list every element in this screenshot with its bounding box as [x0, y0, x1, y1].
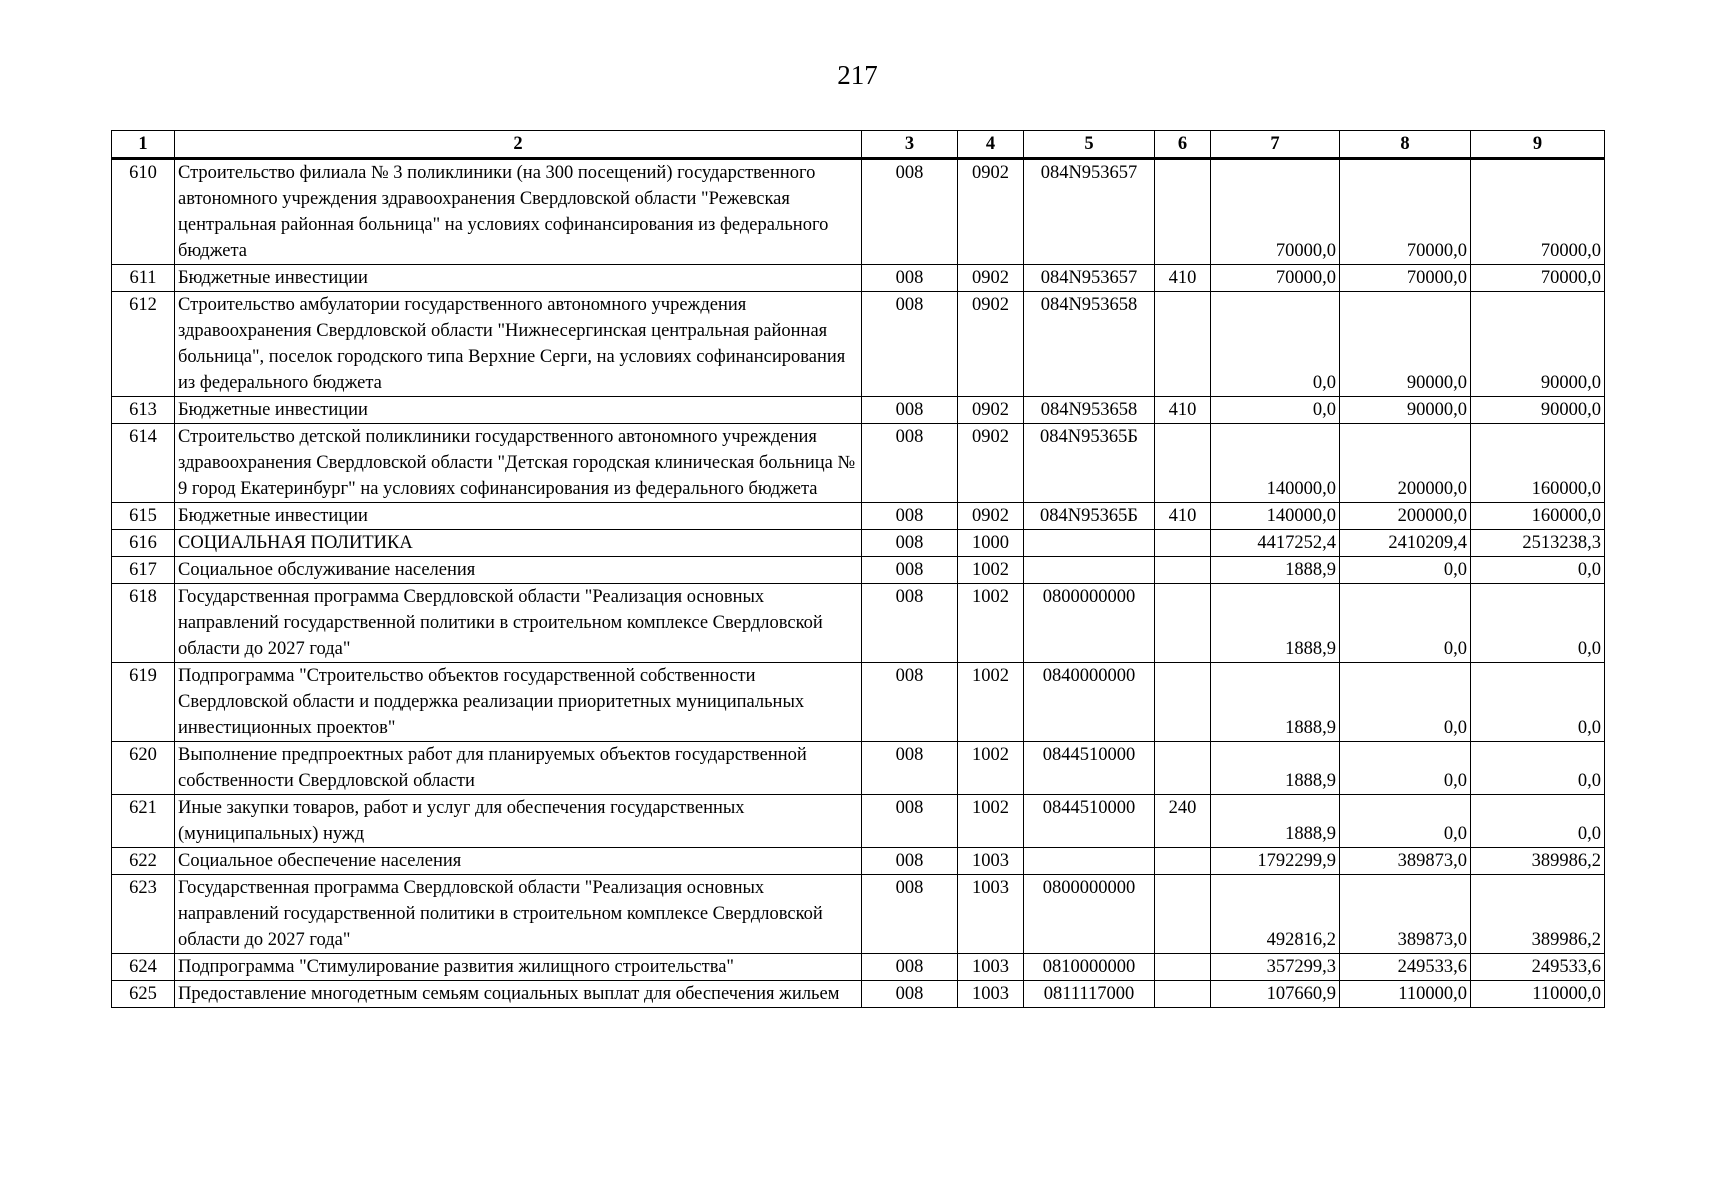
item-name-cell: Бюджетные инвестиции	[175, 503, 862, 530]
table-row	[112, 530, 1605, 557]
amount-year2-cell: 0,0	[1340, 584, 1471, 663]
target-article-code-cell: 0844510000	[1024, 742, 1155, 795]
table-row	[112, 981, 1605, 1008]
target-article-code-cell: 0840000000	[1024, 663, 1155, 742]
amount-year2-cell: 0,0	[1340, 557, 1471, 584]
item-name-cell: Социальное обеспечение населения	[175, 848, 862, 875]
amount-year2-cell: 200000,0	[1340, 424, 1471, 503]
item-name-cell: Строительство амбулатории государственного автономного учреждения здравоохранения Свердловской области "Нижнесергинская центральная районная больница", поселок городского типа Верхние Серги, на условиях софинансирования из федерального бюджета	[175, 292, 862, 397]
row-number-cell: 620	[112, 742, 175, 795]
header-cell-8: 8	[1340, 131, 1471, 159]
amount-year3-cell: 70000,0	[1471, 159, 1605, 265]
expense-type-code-cell: 240	[1155, 795, 1211, 848]
row-number-cell: 621	[112, 795, 175, 848]
department-code-cell: 008	[862, 875, 958, 954]
header-row	[112, 131, 1605, 159]
table-row	[112, 424, 1605, 503]
amount-year3-cell: 0,0	[1471, 742, 1605, 795]
amount-year2-cell: 90000,0	[1340, 397, 1471, 424]
section-code-cell: 0902	[958, 292, 1024, 397]
section-code-cell: 1003	[958, 954, 1024, 981]
row-number-cell: 617	[112, 557, 175, 584]
section-code-cell: 1002	[958, 557, 1024, 584]
item-name-cell: Подпрограмма "Стимулирование развития жилищного строительства"	[175, 954, 862, 981]
table-row	[112, 875, 1605, 954]
item-name-cell: Строительство филиала № 3 поликлиники (на 300 посещений) государственного автономного учреждения здравоохранения Свердловской области "Режевская центральная районная больница" на условиях софинансирования из федерального бюджета	[175, 159, 862, 265]
section-code-cell: 1002	[958, 663, 1024, 742]
department-code-cell: 008	[862, 848, 958, 875]
expense-type-code-cell: 410	[1155, 503, 1211, 530]
item-name-cell: СОЦИАЛЬНАЯ ПОЛИТИКА	[175, 530, 862, 557]
header-cell-1: 1	[112, 131, 175, 159]
table-row	[112, 292, 1605, 397]
amount-year2-cell: 0,0	[1340, 663, 1471, 742]
header-cell-7: 7	[1211, 131, 1340, 159]
item-name-cell: Подпрограмма "Строительство объектов государственной собственности Свердловской области и поддержка реализации приоритетных муниципальных инвестиционных проектов"	[175, 663, 862, 742]
amount-year1-cell: 1888,9	[1211, 557, 1340, 584]
table-header	[112, 131, 1605, 159]
amount-year3-cell: 0,0	[1471, 795, 1605, 848]
target-article-code-cell: 0844510000	[1024, 795, 1155, 848]
department-code-cell: 008	[862, 981, 958, 1008]
target-article-code-cell	[1024, 530, 1155, 557]
amount-year3-cell: 70000,0	[1471, 265, 1605, 292]
amount-year1-cell: 140000,0	[1211, 424, 1340, 503]
section-code-cell: 1002	[958, 742, 1024, 795]
section-code-cell: 0902	[958, 424, 1024, 503]
target-article-code-cell: 084N953657	[1024, 265, 1155, 292]
header-cell-3: 3	[862, 131, 958, 159]
amount-year3-cell: 0,0	[1471, 584, 1605, 663]
section-code-cell: 1003	[958, 981, 1024, 1008]
target-article-code-cell	[1024, 848, 1155, 875]
amount-year2-cell: 70000,0	[1340, 265, 1471, 292]
amount-year3-cell: 0,0	[1471, 663, 1605, 742]
target-article-code-cell: 084N953658	[1024, 292, 1155, 397]
table-row	[112, 503, 1605, 530]
amount-year2-cell: 0,0	[1340, 795, 1471, 848]
table-row	[112, 397, 1605, 424]
section-code-cell: 1002	[958, 584, 1024, 663]
amount-year2-cell: 90000,0	[1340, 292, 1471, 397]
department-code-cell: 008	[862, 584, 958, 663]
table-row	[112, 159, 1605, 265]
amount-year3-cell: 249533,6	[1471, 954, 1605, 981]
department-code-cell: 008	[862, 954, 958, 981]
expense-type-code-cell	[1155, 584, 1211, 663]
budget-table	[111, 130, 1605, 1008]
expense-type-code-cell	[1155, 292, 1211, 397]
table-row	[112, 663, 1605, 742]
department-code-cell: 008	[862, 795, 958, 848]
amount-year1-cell: 1888,9	[1211, 584, 1340, 663]
table-row	[112, 584, 1605, 663]
amount-year3-cell: 110000,0	[1471, 981, 1605, 1008]
header-cell-2: 2	[175, 131, 862, 159]
item-name-cell: Выполнение предпроектных работ для планируемых объектов государственной собственности Свердловской области	[175, 742, 862, 795]
amount-year1-cell: 70000,0	[1211, 265, 1340, 292]
row-number-cell: 625	[112, 981, 175, 1008]
row-number-cell: 612	[112, 292, 175, 397]
item-name-cell: Строительство детской поликлиники государственного автономного учреждения здравоохранения Свердловской области "Детская городская клиническая больница № 9 город Екатеринбург" на условиях софинансирования из федерального бюджета	[175, 424, 862, 503]
target-article-code-cell: 084N95365Б	[1024, 503, 1155, 530]
row-number-cell: 613	[112, 397, 175, 424]
expense-type-code-cell	[1155, 424, 1211, 503]
expense-type-code-cell	[1155, 159, 1211, 265]
section-code-cell: 0902	[958, 159, 1024, 265]
header-cell-5: 5	[1024, 131, 1155, 159]
table-body	[112, 159, 1605, 1008]
amount-year1-cell: 1888,9	[1211, 742, 1340, 795]
expense-type-code-cell	[1155, 530, 1211, 557]
expense-type-code-cell	[1155, 663, 1211, 742]
target-article-code-cell: 0800000000	[1024, 875, 1155, 954]
amount-year1-cell: 1792299,9	[1211, 848, 1340, 875]
amount-year3-cell: 389986,2	[1471, 875, 1605, 954]
header-cell-9: 9	[1471, 131, 1605, 159]
item-name-cell: Государственная программа Свердловской области "Реализация основных направлений государственной политики в строительном комплексе Свердловской области до 2027 года"	[175, 875, 862, 954]
amount-year2-cell: 110000,0	[1340, 981, 1471, 1008]
department-code-cell: 008	[862, 742, 958, 795]
amount-year2-cell: 249533,6	[1340, 954, 1471, 981]
item-name-cell: Предоставление многодетным семьям социальных выплат для обеспечения жильем	[175, 981, 862, 1008]
department-code-cell: 008	[862, 424, 958, 503]
department-code-cell: 008	[862, 503, 958, 530]
amount-year3-cell: 90000,0	[1471, 397, 1605, 424]
target-article-code-cell	[1024, 557, 1155, 584]
expense-type-code-cell: 410	[1155, 265, 1211, 292]
amount-year1-cell: 1888,9	[1211, 663, 1340, 742]
table-row	[112, 265, 1605, 292]
amount-year2-cell: 200000,0	[1340, 503, 1471, 530]
amount-year3-cell: 389986,2	[1471, 848, 1605, 875]
amount-year1-cell: 492816,2	[1211, 875, 1340, 954]
expense-type-code-cell	[1155, 557, 1211, 584]
amount-year2-cell: 2410209,4	[1340, 530, 1471, 557]
expense-type-code-cell	[1155, 954, 1211, 981]
row-number-cell: 618	[112, 584, 175, 663]
department-code-cell: 008	[862, 397, 958, 424]
target-article-code-cell: 084N95365Б	[1024, 424, 1155, 503]
expense-type-code-cell	[1155, 742, 1211, 795]
header-cell-6: 6	[1155, 131, 1211, 159]
department-code-cell: 008	[862, 292, 958, 397]
row-number-cell: 610	[112, 159, 175, 265]
section-code-cell: 1003	[958, 848, 1024, 875]
page-number: 217	[837, 60, 878, 90]
section-code-cell: 0902	[958, 397, 1024, 424]
amount-year1-cell: 0,0	[1211, 292, 1340, 397]
department-code-cell: 008	[862, 159, 958, 265]
row-number-cell: 623	[112, 875, 175, 954]
expense-type-code-cell	[1155, 981, 1211, 1008]
amount-year2-cell: 70000,0	[1340, 159, 1471, 265]
item-name-cell: Бюджетные инвестиции	[175, 265, 862, 292]
expense-type-code-cell: 410	[1155, 397, 1211, 424]
amount-year1-cell: 107660,9	[1211, 981, 1340, 1008]
amount-year2-cell: 389873,0	[1340, 848, 1471, 875]
amount-year1-cell: 70000,0	[1211, 159, 1340, 265]
amount-year3-cell: 2513238,3	[1471, 530, 1605, 557]
row-number-cell: 611	[112, 265, 175, 292]
section-code-cell: 0902	[958, 503, 1024, 530]
row-number-cell: 622	[112, 848, 175, 875]
expense-type-code-cell	[1155, 848, 1211, 875]
item-name-cell: Бюджетные инвестиции	[175, 397, 862, 424]
row-number-cell: 616	[112, 530, 175, 557]
row-number-cell: 614	[112, 424, 175, 503]
item-name-cell: Социальное обслуживание населения	[175, 557, 862, 584]
expense-type-code-cell	[1155, 875, 1211, 954]
item-name-cell: Иные закупки товаров, работ и услуг для обеспечения государственных (муниципальных) нужд	[175, 795, 862, 848]
section-code-cell: 1002	[958, 795, 1024, 848]
amount-year1-cell: 1888,9	[1211, 795, 1340, 848]
header-cell-4: 4	[958, 131, 1024, 159]
section-code-cell: 0902	[958, 265, 1024, 292]
amount-year3-cell: 160000,0	[1471, 424, 1605, 503]
amount-year3-cell: 90000,0	[1471, 292, 1605, 397]
target-article-code-cell: 084N953657	[1024, 159, 1155, 265]
amount-year1-cell: 140000,0	[1211, 503, 1340, 530]
amount-year1-cell: 357299,3	[1211, 954, 1340, 981]
section-code-cell: 1000	[958, 530, 1024, 557]
amount-year1-cell: 0,0	[1211, 397, 1340, 424]
amount-year3-cell: 0,0	[1471, 557, 1605, 584]
amount-year1-cell: 4417252,4	[1211, 530, 1340, 557]
target-article-code-cell: 0810000000	[1024, 954, 1155, 981]
amount-year3-cell: 160000,0	[1471, 503, 1605, 530]
table-row	[112, 742, 1605, 795]
row-number-cell: 624	[112, 954, 175, 981]
item-name-cell: Государственная программа Свердловской области "Реализация основных направлений государственной политики в строительном комплексе Свердловской области до 2027 года"	[175, 584, 862, 663]
amount-year2-cell: 0,0	[1340, 742, 1471, 795]
department-code-cell: 008	[862, 663, 958, 742]
amount-year2-cell: 389873,0	[1340, 875, 1471, 954]
row-number-cell: 619	[112, 663, 175, 742]
table-row	[112, 795, 1605, 848]
department-code-cell: 008	[862, 530, 958, 557]
row-number-cell: 615	[112, 503, 175, 530]
section-code-cell: 1003	[958, 875, 1024, 954]
table-row	[112, 848, 1605, 875]
target-article-code-cell: 084N953658	[1024, 397, 1155, 424]
department-code-cell: 008	[862, 557, 958, 584]
department-code-cell: 008	[862, 265, 958, 292]
table-row	[112, 557, 1605, 584]
table-row	[112, 954, 1605, 981]
target-article-code-cell: 0800000000	[1024, 584, 1155, 663]
target-article-code-cell: 0811117000	[1024, 981, 1155, 1008]
